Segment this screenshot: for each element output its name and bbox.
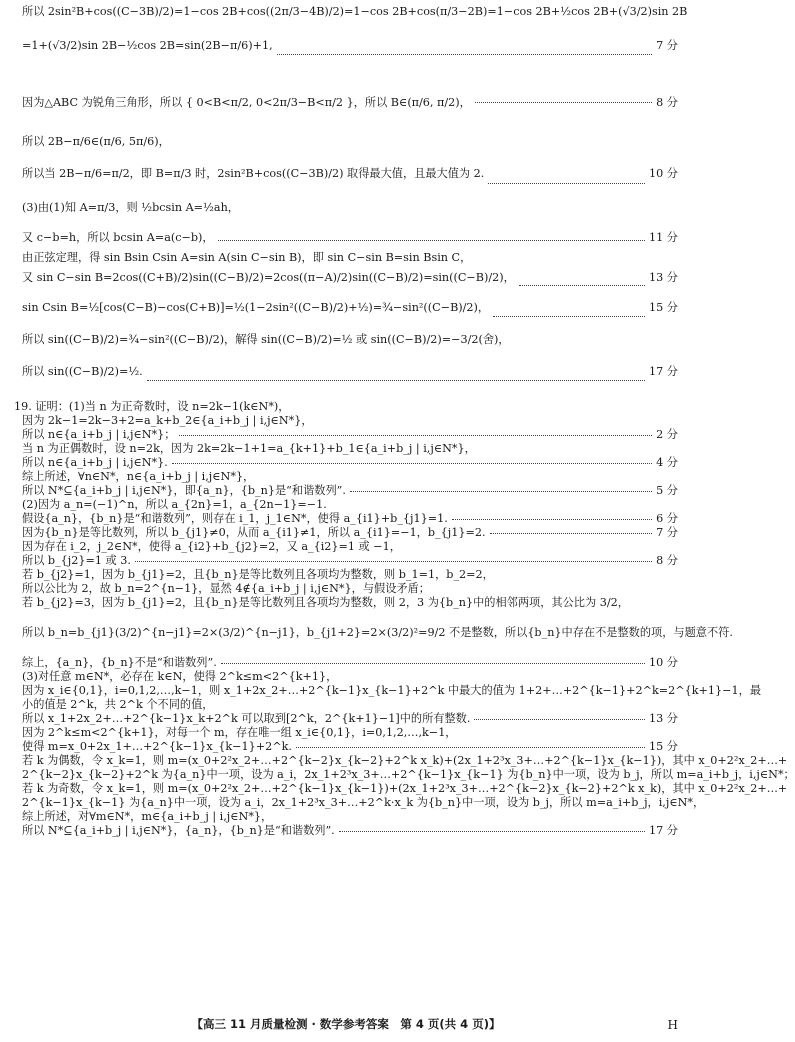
line-text: 当 n 为正偶数时，设 n=2k，因为 2k=2k−1+1=a_{k+1}+b_1∈{a_i+b_j | i,j∈N*}，	[22, 442, 476, 455]
solution-line	[22, 4, 688, 38]
solution-line	[22, 768, 795, 782]
line-text: 因为△ABC 为锐角三角形，所以 { 0<B<π/2, 0<2π/3−B<π/2 }，所以 B∈(π/6, π/2)，	[22, 95, 471, 109]
dot-leader	[147, 380, 645, 381]
solution-line	[22, 230, 678, 250]
solution-line	[22, 626, 733, 656]
page-footer	[0, 1016, 692, 1032]
solution-line	[22, 498, 678, 512]
solution-line	[14, 400, 678, 414]
solution-line	[22, 712, 678, 726]
line-text: =1+(√3/2)sin 2B−½cos 2B=sin(2B−π/6)+1,	[22, 39, 273, 52]
line-text: (2)因为 a_n=(−1)^n，所以 a_{2n}=1，a_{2n−1}=−1.	[22, 498, 327, 511]
solution-line	[22, 332, 678, 364]
footer-version-letter: H	[667, 1018, 678, 1032]
line-text: (3)对任意 m∈N*，必存在 k∈N，使得 2^k≤m<2^{k+1}，	[22, 670, 338, 683]
dot-leader	[519, 285, 645, 286]
solution-line	[22, 596, 678, 626]
score-mark: 4 分	[656, 456, 678, 469]
solution-line	[22, 782, 788, 796]
line-text: 由正弦定理，得 sin Bsin Csin A=sin A(sin C−sin B)，即 sin C−sin B=sin Bsin C，	[22, 251, 472, 264]
dot-leader	[296, 747, 645, 748]
solution-line	[22, 698, 678, 712]
line-text: 所以 b_n=b_{j1}(3/2)^{n−j1}=2×(3/2)^{n−j1}，b_{j1+2}=2×(3/2)²=9/2 不是整数，所以{b_n}中存在不是整数的项，与题意不符.	[22, 626, 733, 639]
solution-line	[22, 70, 678, 134]
solution-line	[22, 200, 678, 230]
solution-line	[22, 456, 678, 470]
score-mark: 15 分	[649, 740, 678, 753]
solution-line	[22, 470, 678, 484]
line-text: 所以 sin((C−B)/2)=½.	[22, 365, 143, 378]
line-text: 所以 n∈{a_i+b_j | i,j∈N*}.	[22, 456, 168, 469]
line-text: 所以当 2B−π/6=π/2，即 B=π/3 时，2sin²B+cos((C−3B)/2) 取得最大值，且最大值为 2.	[22, 167, 485, 180]
dot-leader	[339, 831, 645, 832]
line-text: (3)由(1)知 A=π/3，则 ½bcsin A=½ah，	[22, 201, 239, 214]
score-mark: 8 分	[656, 554, 678, 567]
solution-line	[22, 684, 762, 698]
solution-line	[22, 670, 678, 684]
solution-line	[22, 250, 678, 270]
line-text: 若 b_{j2}=1，因为 b_{j1}=2，且{b_n}是等比数列且各项均为整数，则 b_1=1，b_2=2，	[22, 568, 494, 581]
score-mark: 7 分	[656, 39, 678, 52]
solution-line	[22, 484, 678, 498]
line-text: 所以 b_{j2}=1 或 3.	[22, 554, 131, 567]
solution-line	[22, 270, 678, 300]
solution-line	[22, 656, 678, 670]
line-text: 因为 x_i∈{0,1}，i=0,1,2,…,k−1，则 x_1+2x_2+…+2^{k−1}x_{k−1}+2^k 中最大的值为 1+2+…+2^{k−1}+2^k=2^{k+1}−1，最	[22, 684, 762, 697]
line-text: 综上所述，∀n∈N*，n∈{a_i+b_j | i,j∈N*}，	[22, 470, 255, 483]
score-mark: 15 分	[649, 301, 678, 314]
score-mark: 13 分	[649, 712, 678, 725]
dot-leader	[474, 719, 645, 720]
line-text: 假设{a_n}，{b_n}是“和谐数列”，则存在 i_1，j_1∈N*，使得 a_{i1}+b_{j1}=1.	[22, 512, 448, 525]
section-18-continued	[22, 4, 688, 396]
solution-line	[22, 134, 678, 166]
solution-line	[22, 166, 678, 200]
dot-leader	[488, 183, 645, 184]
line-text: 若 k 为偶数，令 x_k=1，则 m=(x_0+2²x_2+…+2^{k−2}x_{k−2}+2^k x_k)+(2x_1+2³x_3+…+2^{k−1}x_{k−1})，其中 x_0+2²x_2+…+	[22, 754, 788, 767]
solution-line	[22, 442, 678, 456]
dot-leader	[452, 519, 652, 520]
score-mark: 6 分	[656, 512, 678, 525]
line-text: 所以 2B−π/6∈(π/6, 5π/6)，	[22, 135, 170, 148]
line-text: 所以 x_1+2x_2+…+2^{k−1}x_k+2^k 可以取到[2^k，2^{k+1}−1]中的所有整数.	[22, 712, 471, 725]
score-mark: 8 分	[656, 95, 678, 109]
score-mark: 10 分	[649, 656, 678, 669]
footer-text: 【高三 11 月质量检测 · 数学参考答案 第 4 页(共 4 页)】	[191, 1017, 501, 1031]
dot-leader	[490, 533, 653, 534]
score-mark: 11 分	[649, 231, 678, 244]
dot-leader	[475, 102, 652, 103]
line-text: 所以 N*⊆{a_i+b_j | i,j∈N*}，{a_n}，{b_n}是“和谐数列”.	[22, 824, 335, 837]
solution-line	[22, 824, 678, 838]
line-text: 又 sin C−sin B=2cos((C+B)/2)sin((C−B)/2)=2cos((π−A)/2)sin((C−B)/2)=sin((C−B)/2)，	[22, 271, 515, 284]
solution-line	[22, 540, 678, 554]
dot-leader	[172, 463, 652, 464]
dot-leader	[135, 561, 652, 562]
solution-line	[22, 414, 678, 428]
line-text: 使得 m=x_0+2x_1+…+2^{k−1}x_{k−1}+2^k.	[22, 740, 292, 753]
line-text: 19. 证明：(1)当 n 为正奇数时，设 n=2k−1(k∈N*)，	[14, 400, 290, 413]
solution-line	[22, 754, 788, 768]
line-text: 综上，{a_n}，{b_n}不是“和谐数列”.	[22, 656, 217, 669]
solution-line	[22, 740, 678, 754]
dot-leader	[218, 240, 645, 241]
dot-leader	[350, 491, 652, 492]
line-text: 小的值是 2^k，共 2^k 个不同的值，	[22, 698, 214, 711]
dot-leader	[277, 54, 652, 55]
solution-line	[22, 796, 705, 810]
line-text: 因为 2^k≤m<2^{k+1}，对每一个 m，存在唯一组 x_i∈{0,1}，i=0,1,2,…,k−1，	[22, 726, 457, 739]
score-mark: 13 分	[649, 271, 678, 284]
score-mark: 7 分	[656, 526, 678, 539]
solution-line	[22, 726, 678, 740]
score-mark: 17 分	[649, 365, 678, 378]
dot-leader	[179, 435, 652, 436]
line-text: 所以 n∈{a_i+b_j | i,j∈N*}；	[22, 428, 176, 441]
line-text: 若 k 为奇数，令 x_k=1，则 m=(x_0+2²x_2+…+2^{k−1}x_{k−1})+(2x_1+2³x_3+…+2^{k−2}x_{k−2}+2^k x_k)，其中 x_0+2²x_2+…+	[22, 782, 788, 795]
solution-line	[22, 582, 678, 596]
solution-line	[22, 554, 678, 568]
score-mark: 5 分	[656, 484, 678, 497]
line-text: 又 c−b=h，所以 bcsin A=a(c−b)，	[22, 231, 214, 244]
score-mark: 10 分	[649, 167, 678, 180]
solution-line	[22, 526, 678, 540]
score-mark: 17 分	[649, 824, 678, 837]
line-text: 综上所述，对∀m∈N*，m∈{a_i+b_j | i,j∈N*}，	[22, 810, 273, 823]
line-text: sin Csin B=½[cos(C−B)−cos(C+B)]=½(1−2sin²((C−B)/2)+½)=¾−sin²((C−B)/2)，	[22, 301, 490, 314]
line-text: 因为{b_n}是等比数列，所以 b_{j1}≠0，从而 a_{i1}≠1，所以 a_{i1}=−1，b_{j1}=2.	[22, 526, 486, 539]
solution-line	[22, 568, 678, 582]
line-text: 2^{k−2}x_{k−2}+2^k 为{a_n}中一项，设为 a_i，2x_1+2³x_3+…+2^{k−1}x_{k−1} 为{b_n}中一项，设为 b_j，所以 m=a_i+b_j，i,j∈N*；	[22, 768, 795, 781]
solution-line	[22, 300, 678, 332]
line-text: 若 b_{j2}=3，因为 b_{j1}=2，且{b_n}是等比数列且各项均为整数，则 2，3 为{b_n}中的相邻两项，其公比为 3/2，	[22, 596, 629, 609]
line-text: 因为 2k−1=2k−3+2=a_k+b_2∈{a_i+b_j | i,j∈N*}，	[22, 414, 313, 427]
line-text: 2^{k−1}x_{k−1} 为{a_n}中一项，设为 a_i，2x_1+2³x_3+…+2^k·x_k 为{b_n}中一项，设为 b_j，所以 m=a_i+b_j，i,j∈N*，	[22, 796, 705, 809]
score-mark: 2 分	[656, 428, 678, 441]
dot-leader	[493, 316, 645, 317]
line-text: 所以 N*⊆{a_i+b_j | i,j∈N*}，即{a_n}，{b_n}是“和谐数列”.	[22, 484, 346, 497]
solution-line	[22, 38, 678, 70]
section-19	[14, 400, 795, 838]
line-text: 所以 sin((C−B)/2)=¾−sin²((C−B)/2)，解得 sin((C−B)/2)=½ 或 sin((C−B)/2)=−3/2(舍)，	[22, 333, 510, 346]
solution-line	[22, 428, 678, 442]
line-text: 所以公比为 2，故 b_n=2^{n−1}，显然 4∉{a_i+b_j | i,j∈N*}，与假设矛盾；	[22, 582, 430, 595]
solution-line	[22, 810, 678, 824]
dot-leader	[221, 663, 645, 664]
line-text: 因为存在 i_2，j_2∈N*，使得 a_{i2}+b_{j2}=2，又 a_{i2}=1 或 −1，	[22, 540, 401, 553]
solution-line	[22, 364, 678, 396]
line-text: 所以 2sin²B+cos((C−3B)/2)=1−cos 2B+cos((2π/3−4B)/2)=1−cos 2B+cos(π/3−2B)=1−cos 2B+½cos 2B+(√3/2)sin 2B	[22, 5, 688, 18]
solution-line	[22, 512, 678, 526]
